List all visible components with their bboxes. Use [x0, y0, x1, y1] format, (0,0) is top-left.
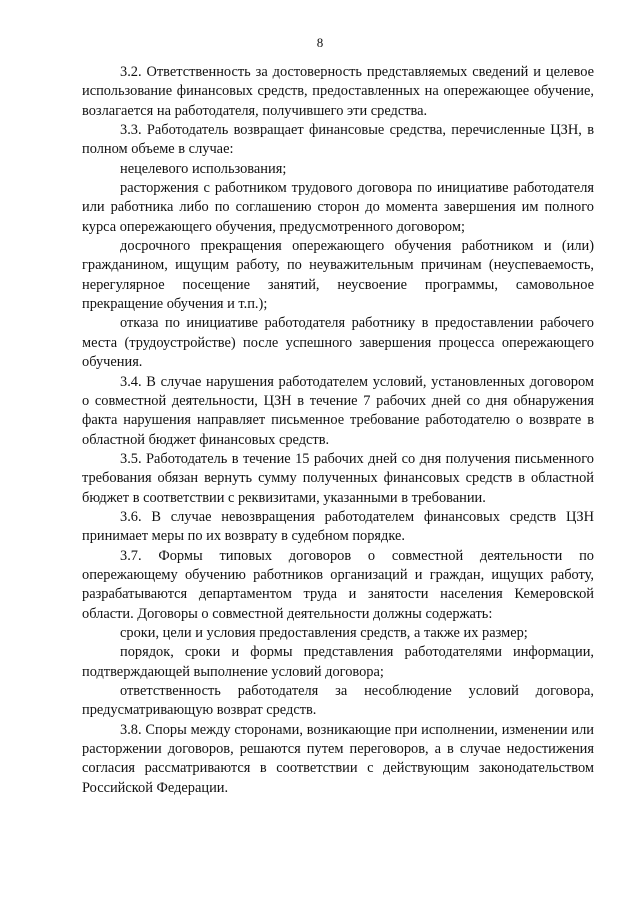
paragraph-3-6: 3.6. В случае невозвращения работодателем финансовых средств ЦЗН принимает меры по их возврату в судебном порядке. [82, 508, 594, 545]
page-number: 8 [316, 35, 324, 50]
paragraph-3-5: 3.5. Работодатель в течение 15 рабочих дней со дня получения письменного требования обязан вернуть сумму полученных финансовых средств в областной бюджет в соответствии с реквизитами, указанными в требовании. [82, 450, 594, 506]
list-item-misuse: нецелевого использования; [120, 160, 287, 177]
paragraph-3-3: 3.3. Работодатель возвращает финансовые средства, перечисленные ЦЗН, в полном объеме в случае: [82, 122, 594, 158]
document-body [82, 63, 594, 798]
list-item-liability: ответственность работодателя за несоблюдение условий договора, предусматривающую возврат средств. [82, 683, 594, 719]
list-item-contract-termination: расторжения с работником трудового договора по инициативе работодателя или работника либо по соглашению сторон до момента завершения им полного курса опережающего обучения, предусмотренного договором; [82, 180, 594, 235]
list-item-reporting: порядок, сроки и формы представления работодателями информации, подтверждающей выполнение условий договора; [82, 644, 594, 680]
paragraph-3-2: 3.2. Ответственность за достоверность представляемых сведений и целевое использование финансовых средств, предоставленных на опережающее обучение, возлагается на работодателя, получившего эти средства. [82, 64, 594, 119]
paragraph-3-8: 3.8. Споры между сторонами, возникающие при исполнении, изменении или расторжении договоров, решаются путем переговоров, а в случае недостижения согласия рассматриваются в соответствии с действующим законодательством Российской Федерации. [82, 721, 594, 796]
list-item-job-refusal: отказа по инициативе работодателя работнику в предоставлении рабочего места (трудоустройстве) после успешного завершения процесса опережающего обучения. [82, 315, 594, 371]
paragraph-3-7: 3.7. Формы типовых договоров о совместной деятельности по опережающему обучению работников организаций и граждан, ищущих работу, разрабатываются департаментом труда и занятости населения Кемеровской области. Договоры о совместной деятельности должны содержать: [82, 547, 594, 622]
list-item-terms: сроки, цели и условия предоставления средств, а также их размер; [120, 624, 528, 641]
list-item-early-termination: досрочного прекращения опережающего обучения работником и (или) гражданином, ищущим работу, по неуважительным причинам (неуспеваемость, нерегулярное посещение занятий, неусвоение программы, самовольное прекращение обучения и т.п.); [82, 238, 594, 313]
paragraph-3-4: 3.4. В случае нарушения работодателем условий, установленных договором о совместной деятельности, ЦЗН в течение 7 рабочих дней со дня обнаружения факта нарушения направляет письменное требование работодателю о возврате в областной бюджет финансовых средств. [82, 373, 594, 448]
